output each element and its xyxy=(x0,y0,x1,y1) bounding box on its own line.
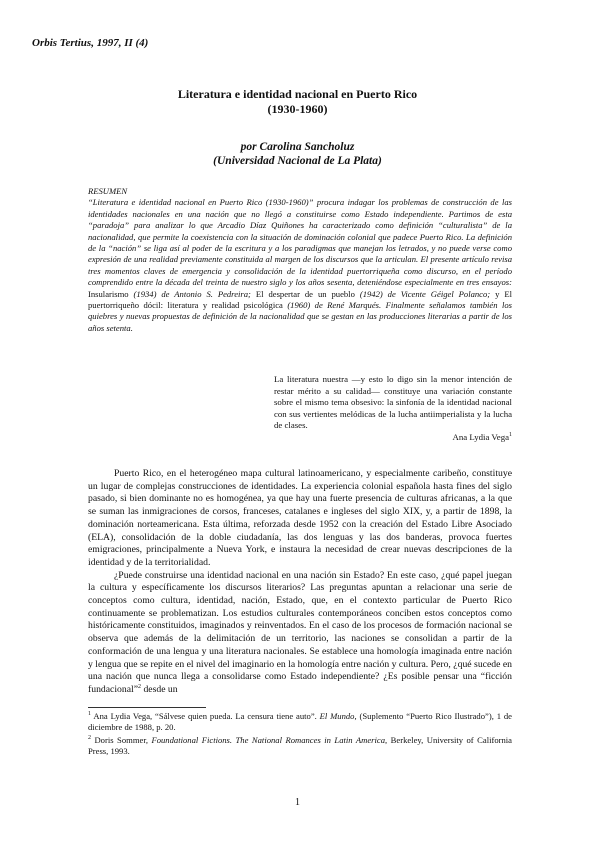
footnote-2-text-b: , Berkeley, University of California Press, 1993. xyxy=(88,734,512,757)
author-block xyxy=(80,140,515,168)
footnote-2-text-a: Doris Sommer, xyxy=(91,734,152,745)
abstract-text-3: (1942) de Vicente Géigel Polanco; xyxy=(359,288,491,299)
title-line-2: (1930-1960) xyxy=(267,102,328,116)
epigraph-text: La literatura nuestra —y esto lo digo sin la menor intención de restar mérito a su calidad— constituye una variación constante sobre el mismo tema obsesivo: la sinfonía de la identidad nacional con sus vertientes melódicas de la lucha antiimperialista y la lucha de clases. xyxy=(274,374,512,431)
epigraph-author-name: Ana Lydia Vega xyxy=(452,431,509,442)
author-affiliation: (Universidad Nacional de La Plata) xyxy=(213,155,382,167)
body-paragraph-2-tail: desde un xyxy=(141,683,178,695)
footnote-2-title: Foundational Fictions. The National Romances in Latin America xyxy=(151,734,386,745)
footnote-1-title: El Mundo xyxy=(319,711,355,721)
epigraph-author xyxy=(274,432,512,444)
footnote-ref-2[interactable]: 2 xyxy=(138,683,142,690)
footnote-2 xyxy=(88,735,512,758)
page-number: 1 xyxy=(295,797,300,808)
footnote-2-mark: 2 xyxy=(88,734,91,741)
footnote-ref-1[interactable]: 1 xyxy=(509,432,512,439)
footnote-1-text-a: Ana Lydia Vega, “Sálvese quien pueda. La censura tiene auto”. xyxy=(91,711,320,721)
abstract-work-3: y El puertorriqueño dócil: literatura y realidad psicológica xyxy=(88,288,512,311)
footnotes xyxy=(88,711,512,759)
footnote-1 xyxy=(88,711,512,734)
footnote-1-mark: 1 xyxy=(88,711,91,718)
footnote-divider xyxy=(88,707,206,708)
abstract-text-4: (1960) de René Marqués. Finalmente señalamos también los quiebres y nuevas propuestas de definición de la nacionalidad que se gestan en las producciones literarias a partir de los años setenta. xyxy=(88,300,512,333)
abstract-work-1: Insularismo xyxy=(88,288,129,299)
abstract-work-2: El despertar de un pueblo xyxy=(255,288,355,299)
journal-header: Orbis Tertius, 1997, II (4) xyxy=(32,37,149,49)
title-line-1: Literatura e identidad nacional en Puerto Rico xyxy=(177,87,418,101)
author-name: por Carolina Sancholuz xyxy=(240,141,355,153)
epigraph xyxy=(274,374,512,444)
footnote-1-text-b: , (Suplemento “Puerto Rico Ilustrado”), 1 de diciembre de 1988, p. 20. xyxy=(88,711,512,733)
body-text xyxy=(88,468,512,697)
body-paragraph-2 xyxy=(88,570,512,697)
abstract-heading: RESUMEN xyxy=(88,186,128,196)
abstract-text-2: (1934) de Antonio S. Pedreira; xyxy=(133,288,251,299)
body-paragraph-2-text: ¿Puede construirse una identidad nacional en una nación sin Estado? En este caso, ¿qué papel juegan la cultura y específicamente los discursos literarios? Las preguntas apuntan a relacionar una serie de conceptos como cultura, identidad, nación, Estado, que, en el contexto particular de Puerto Rico continuamente se problematizan. Los estudios culturales contemporáneos conciben estos conceptos como históricamente constituidos, imaginados y reinventados. En el caso de los procesos de formación nacional se observa que además de la delimitación de un territorio, las naciones se consolidan a partir de la conformación de una lengua y una literatura nacionales. Se establece una homología imaginada entre nación y lengua que se repite en el nivel del imaginario en la homología entre nación y cultura. Pero, ¿qué sucede en una nación que nunca llega a consolidarse como Estado independiente? ¿Es posible pensar una “ficción fundacional” xyxy=(88,569,512,695)
abstract-text-1: “Literatura e identidad nacional en Puerto Rico (1930-1960)” procura indagar los problemas de construcción de las identidades nacionales en una nación que no llegó a constituirse como Estado independiente. Partimos de esta “paradoja” para analizar lo que Arcadio Díaz Quiñones ha caracterizado como definición “culturalista” de la nacionalidad, que permite la coexistencia con la situación de dominación colonial que padece Puerto Rico. La definición de la “nación” se liga así al poder de la escritura y a los paradigmas que manejan los letrados, y no puede verse como expresión de una realidad previamente constituida al margen de los discursos que la articulan. El presente artículo revisa tres momentos claves de emergencia y consolidación de la identidad puertorriqueña como discurso, en el período comprendido entre la década del treinta de nuestro siglo y los años sesenta, deteniéndose especialmente en tres ensayos: xyxy=(88,197,512,288)
body-paragraph-1: Puerto Rico, en el heterogéneo mapa cultural latinoamericano, y especialmente caribeño, constituye un lugar de complejas construcciones de identidades. La experiencia colonial española hasta fines del siglo pasado, si bien dominante no es homogénea, ya que hay una fuerte presencia de culturas africanas, a la que se suman las inmigraciones de corsos, franceses, catalanes e ingleses del siglo XIX, y, a partir de 1898, la dominación norteamericana. Esta última, reforzada desde 1952 con la creación del Estado Libre Asociado (ELA), consolidación de la doble ciudadanía, las dos lenguas y las dos banderas, provoca fuertes emigraciones, principalmente a Nueva York, e instaura la necesidad de crear nuevas descripciones de la identidad y de la territorialidad. xyxy=(88,468,512,568)
abstract xyxy=(88,186,512,334)
article-title xyxy=(80,87,515,117)
